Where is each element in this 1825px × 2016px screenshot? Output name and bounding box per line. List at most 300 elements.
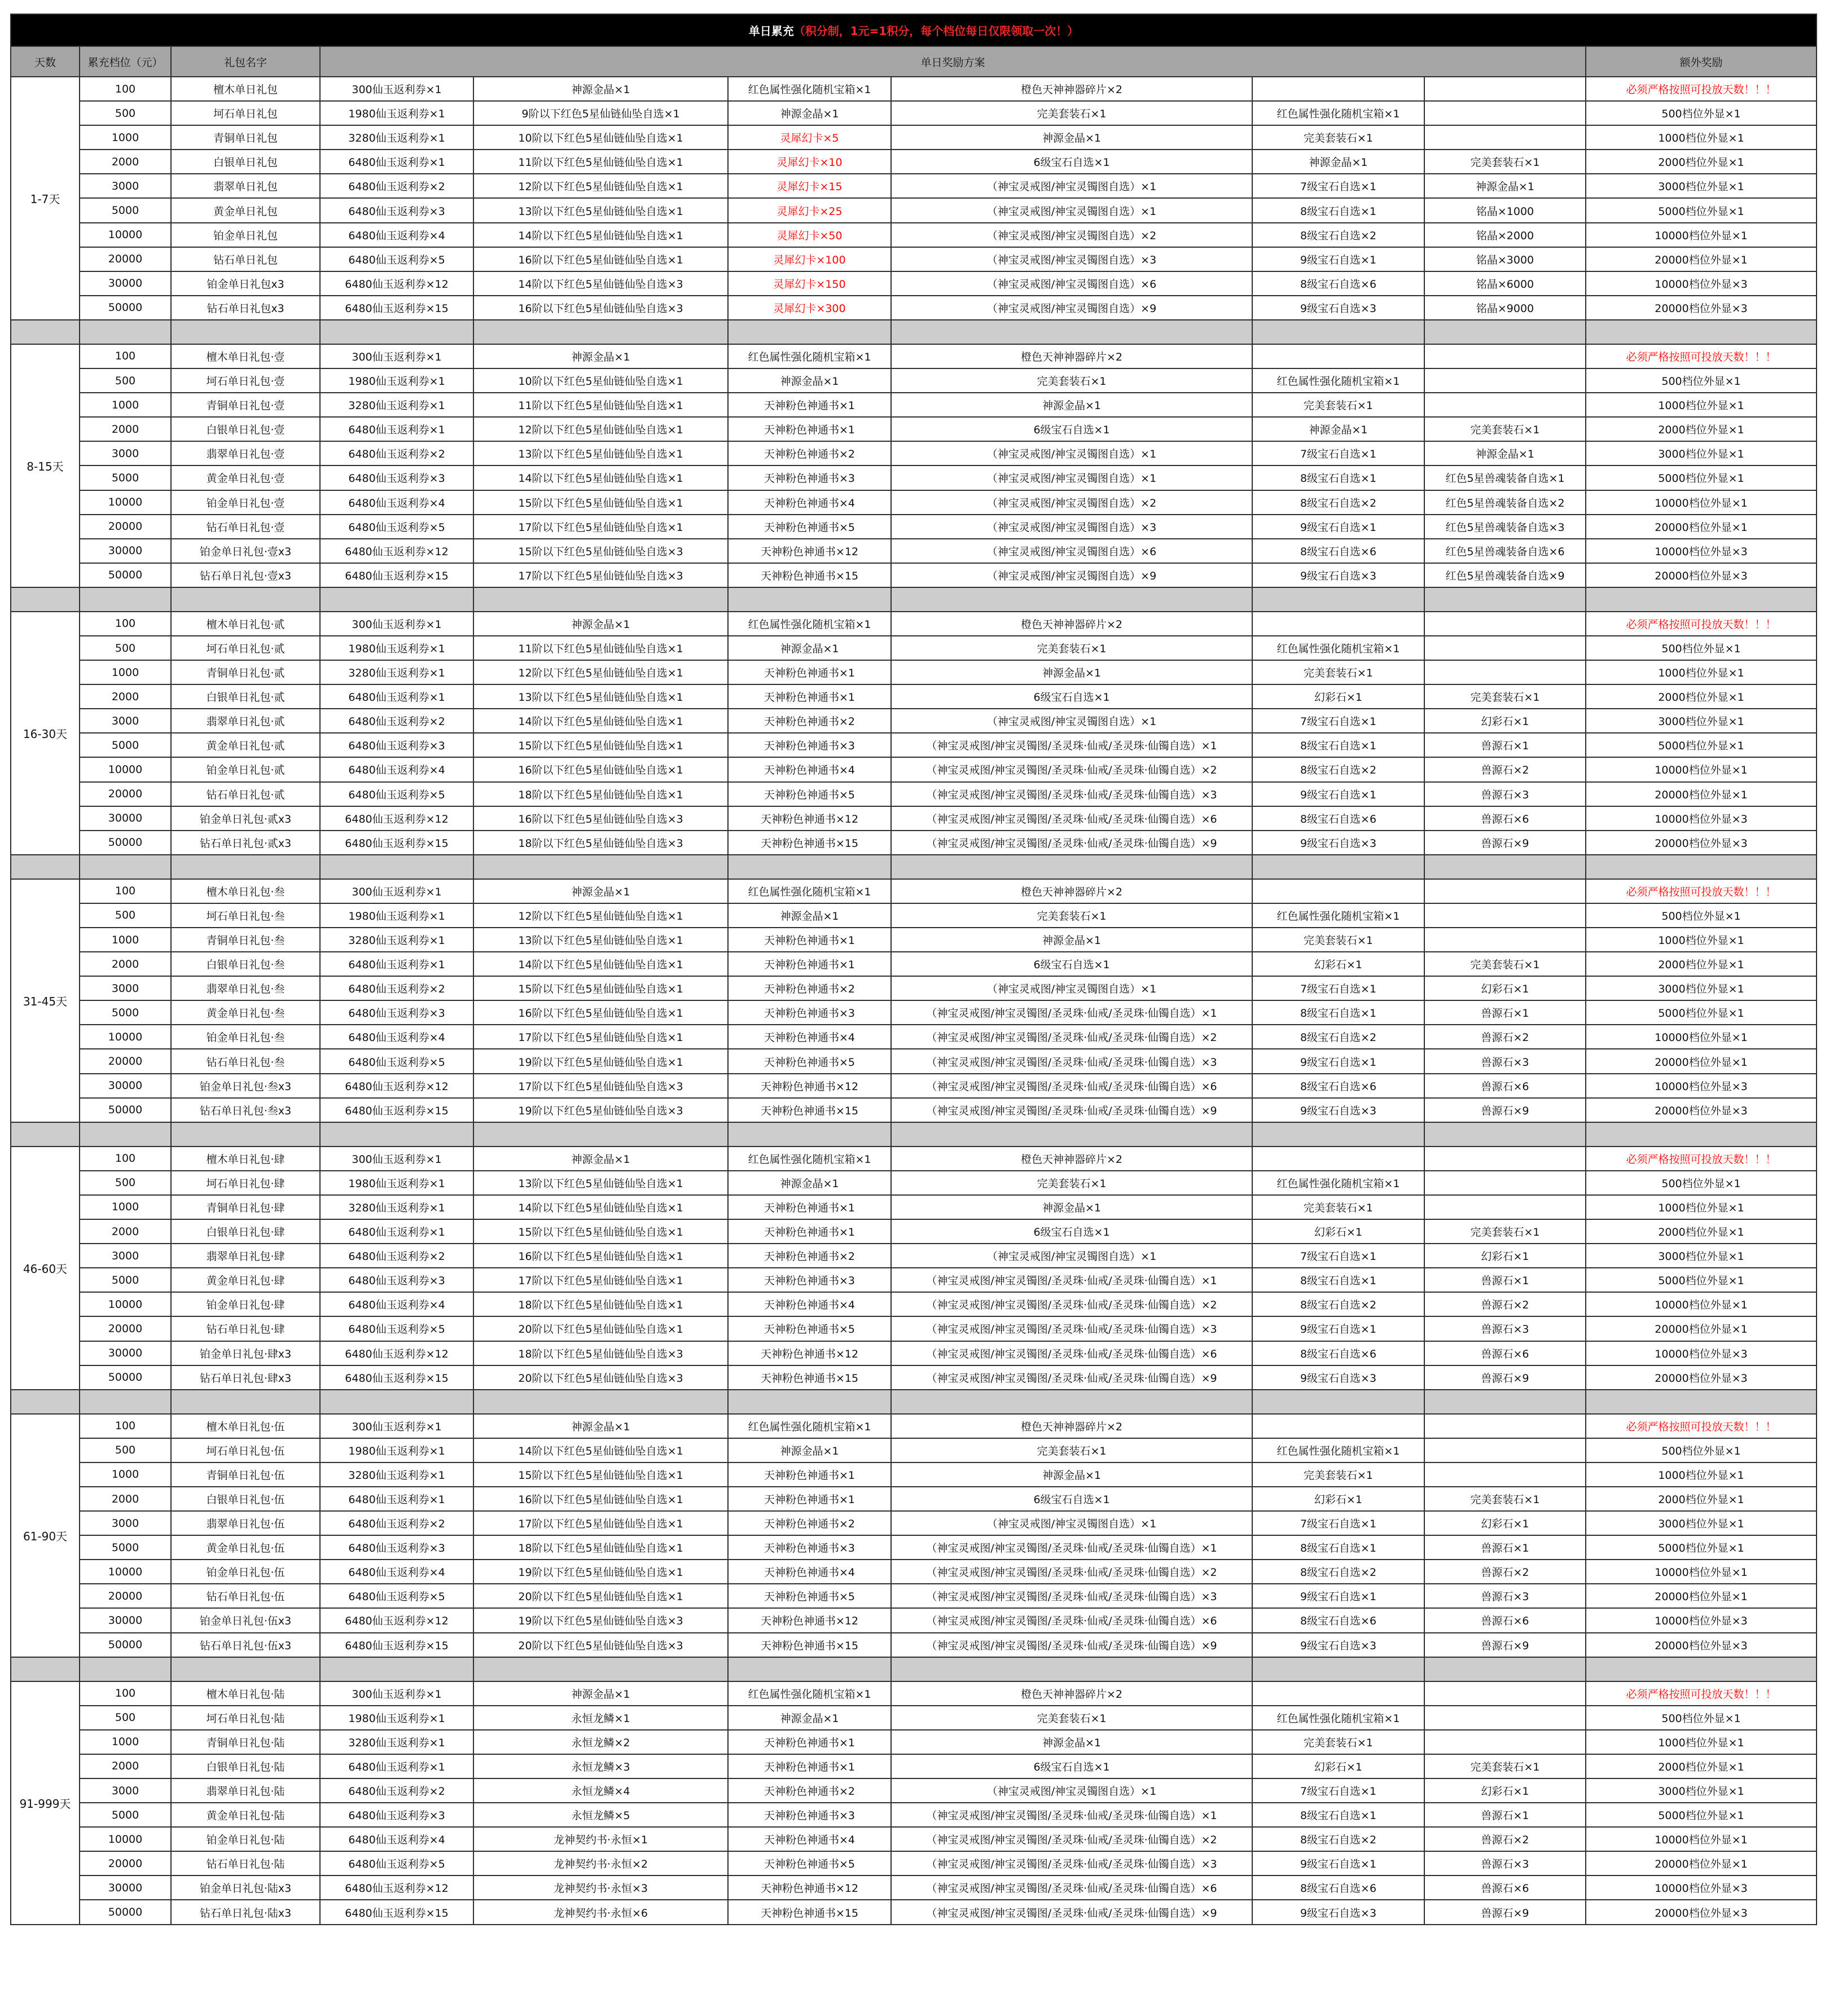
gift-name-cell: 白银单日礼包·叁 xyxy=(171,952,320,976)
reward-cell: 铭晶×1000 xyxy=(1424,198,1586,222)
reward-cell: 神源金晶×1 xyxy=(891,1195,1252,1219)
gift-name-cell: 翡翠单日礼包·贰 xyxy=(171,709,320,733)
table-row xyxy=(11,1316,1817,1341)
reward-cell: 天神粉色神通书×2 xyxy=(728,1778,891,1803)
reward-cell: 天神粉色神通书×5 xyxy=(728,1316,891,1341)
extra-reward-cell: 1000档位外显×1 xyxy=(1586,928,1817,952)
reward-cell: 神源金晶×1 xyxy=(728,368,891,393)
extra-reward-cell: 10000档位外显×1 xyxy=(1586,490,1817,515)
table-row xyxy=(11,198,1817,222)
tier-cell: 3000 xyxy=(80,1244,171,1268)
extra-reward-cell: 500档位外显×1 xyxy=(1586,636,1817,660)
extra-reward-cell: 10000档位外显×1 xyxy=(1586,223,1817,247)
reward-cell: 铭晶×2000 xyxy=(1424,223,1586,247)
extra-reward-cell: 20000档位外显×3 xyxy=(1586,1900,1817,1924)
gift-name-cell: 铂金单日礼包·陆x3 xyxy=(171,1876,320,1900)
reward-cell: 8级宝石自选×2 xyxy=(1252,1292,1424,1316)
reward-cell: 6480仙玉返利券×15 xyxy=(320,831,473,855)
reward-cell xyxy=(1252,1147,1424,1171)
reward-cell: （神宝灵戒图/神宝灵镯图/圣灵珠·仙戒/圣灵珠·仙镯自选）×3 xyxy=(891,782,1252,806)
table-row xyxy=(11,1778,1817,1803)
reward-cell: 兽源石×2 xyxy=(1424,1292,1586,1316)
reward-cell: （神宝灵戒图/神宝灵镯图/圣灵珠·仙戒/圣灵珠·仙镯自选）×2 xyxy=(891,1025,1252,1049)
reward-cell: 完美套装石×1 xyxy=(1252,1730,1424,1754)
separator-cell xyxy=(473,1657,728,1681)
extra-reward-cell: 20000档位外显×1 xyxy=(1586,1049,1817,1073)
extra-reward-cell: 2000档位外显×1 xyxy=(1586,150,1817,174)
tier-cell: 3000 xyxy=(80,976,171,1000)
reward-cell: （神宝灵戒图/神宝灵镯图/圣灵珠·仙戒/圣灵珠·仙镯自选）×2 xyxy=(891,1292,1252,1316)
separator-cell xyxy=(80,1657,171,1681)
reward-cell: 6480仙玉返利券×12 xyxy=(320,1074,473,1098)
reward-cell xyxy=(1424,344,1586,368)
separator-cell xyxy=(1252,587,1424,612)
reward-cell: 神源金晶×1 xyxy=(1424,174,1586,198)
separator-cell xyxy=(473,1390,728,1414)
reward-cell: 6480仙玉返利券×4 xyxy=(320,223,473,247)
reward-cell: 神源金晶×1 xyxy=(473,1681,728,1706)
reward-cell: 天神粉色神通书×15 xyxy=(728,1900,891,1924)
reward-cell: 兽源石×1 xyxy=(1424,1268,1586,1292)
reward-cell: 14阶以下红色5星仙链仙坠自选×1 xyxy=(473,1195,728,1219)
reward-cell: 红色属性强化随机宝箱×1 xyxy=(1252,903,1424,928)
reward-cell xyxy=(1424,928,1586,952)
reward-cell: （神宝灵戒图/神宝灵镯图自选）×6 xyxy=(891,539,1252,563)
reward-cell: 天神粉色神通书×3 xyxy=(728,465,891,490)
gift-name-cell: 坷石单日礼包·贰 xyxy=(171,636,320,660)
reward-cell: 16阶以下红色5星仙链仙坠自选×1 xyxy=(473,1244,728,1268)
gift-name-cell: 檀木单日礼包·陆 xyxy=(171,1681,320,1706)
table-row xyxy=(11,1511,1817,1535)
reward-cell: 6级宝石自选×1 xyxy=(891,1487,1252,1511)
separator-cell xyxy=(1252,1390,1424,1414)
reward-cell: 红色属性强化随机宝箱×1 xyxy=(1252,1438,1424,1462)
reward-cell: （神宝灵戒图/神宝灵镯图/圣灵珠·仙戒/圣灵珠·仙镯自选）×9 xyxy=(891,1633,1252,1657)
reward-cell xyxy=(1252,612,1424,636)
extra-reward-cell: 5000档位外显×1 xyxy=(1586,1268,1817,1292)
reward-cell: 永恒龙鳞×1 xyxy=(473,1706,728,1730)
separator-cell xyxy=(728,1122,891,1147)
extra-reward-cell: 20000档位外显×1 xyxy=(1586,515,1817,539)
reward-cell: 幻彩石×1 xyxy=(1252,684,1424,709)
gift-name-cell: 翡翠单日礼包·叁 xyxy=(171,976,320,1000)
reward-cell: 6480仙玉返利券×5 xyxy=(320,782,473,806)
reward-cell: （神宝灵戒图/神宝灵镯图自选）×1 xyxy=(891,174,1252,198)
tier-cell: 2000 xyxy=(80,150,171,174)
table-row xyxy=(11,1074,1817,1098)
gift-name-cell: 铂金单日礼包·伍 xyxy=(171,1560,320,1584)
extra-reward-cell: 1000档位外显×1 xyxy=(1586,393,1817,417)
gift-name-cell: 黄金单日礼包 xyxy=(171,198,320,222)
reward-cell: 8级宝石自选×1 xyxy=(1252,198,1424,222)
reward-cell: 13阶以下红色5星仙链仙坠自选×1 xyxy=(473,684,728,709)
reward-cell: 完美套装石×1 xyxy=(1424,952,1586,976)
reward-cell: 6480仙玉返利券×1 xyxy=(320,1219,473,1244)
reward-cell: 17阶以下红色5星仙链仙坠自选×3 xyxy=(473,563,728,587)
reward-cell: 幻彩石×1 xyxy=(1252,1219,1424,1244)
tier-cell: 2000 xyxy=(80,1754,171,1778)
reward-cell: 6480仙玉返利券×2 xyxy=(320,1244,473,1268)
reward-cell: 9级宝石自选×1 xyxy=(1252,1316,1424,1341)
table-row xyxy=(11,952,1817,976)
reward-cell: 神源金晶×1 xyxy=(891,125,1252,150)
reward-cell: 14阶以下红色5星仙链仙坠自选×1 xyxy=(473,1438,728,1462)
reward-cell: 9级宝石自选×1 xyxy=(1252,247,1424,271)
gift-name-cell: 翡翠单日礼包·肆 xyxy=(171,1244,320,1268)
reward-cell: 6480仙玉返利券×15 xyxy=(320,1900,473,1924)
reward-cell xyxy=(1252,879,1424,903)
reward-cell: 红色属性强化随机宝箱×1 xyxy=(728,1681,891,1706)
extra-reward-cell: 2000档位外显×1 xyxy=(1586,684,1817,709)
reward-cell: 3280仙玉返利券×1 xyxy=(320,125,473,150)
extra-reward-cell: 3000档位外显×1 xyxy=(1586,174,1817,198)
reward-cell xyxy=(1424,903,1586,928)
reward-cell xyxy=(1424,612,1586,636)
reward-cell: 7级宝石自选×1 xyxy=(1252,1244,1424,1268)
reward-cell: 天神粉色神通书×1 xyxy=(728,928,891,952)
extra-reward-cell: 20000档位外显×3 xyxy=(1586,1365,1817,1390)
reward-cell xyxy=(1424,879,1586,903)
table-row xyxy=(11,928,1817,952)
reward-cell: （神宝灵戒图/神宝灵镯图/圣灵珠·仙戒/圣灵珠·仙镯自选）×9 xyxy=(891,831,1252,855)
tier-cell: 1000 xyxy=(80,660,171,684)
tier-cell: 30000 xyxy=(80,806,171,831)
table-row xyxy=(11,612,1817,636)
table-row xyxy=(11,1244,1817,1268)
tier-cell: 20000 xyxy=(80,1316,171,1341)
table-row xyxy=(11,1438,1817,1462)
separator-cell xyxy=(11,1657,80,1681)
extra-reward-cell: 10000档位外显×3 xyxy=(1586,1608,1817,1632)
group-separator xyxy=(11,320,1817,344)
gift-name-cell: 黄金单日礼包·贰 xyxy=(171,733,320,757)
extra-reward-cell: 3000档位外显×1 xyxy=(1586,709,1817,733)
reward-cell: 7级宝石自选×1 xyxy=(1252,1778,1424,1803)
table-row xyxy=(11,1171,1817,1195)
gift-name-cell: 钻石单日礼包 xyxy=(171,247,320,271)
reward-cell: 20阶以下红色5星仙链仙坠自选×3 xyxy=(473,1633,728,1657)
reward-cell: 橙色天神神器碎片×2 xyxy=(891,612,1252,636)
reward-cell: 3280仙玉返利券×1 xyxy=(320,928,473,952)
reward-cell: 15阶以下红色5星仙链仙坠自选×1 xyxy=(473,976,728,1000)
header-gift: 礼包名字 xyxy=(171,46,320,77)
reward-cell: 天神粉色神通书×2 xyxy=(728,976,891,1000)
separator-cell xyxy=(1586,320,1817,344)
reward-cell: （神宝灵戒图/神宝灵镯图自选）×3 xyxy=(891,515,1252,539)
reward-cell: 兽源石×6 xyxy=(1424,806,1586,831)
reward-cell: 6级宝石自选×1 xyxy=(891,150,1252,174)
extra-reward-cell: 3000档位外显×1 xyxy=(1586,1511,1817,1535)
reward-cell: 天神粉色神通书×3 xyxy=(728,1268,891,1292)
header-tier: 累充档位（元） xyxy=(80,46,171,77)
reward-cell: 3280仙玉返利券×1 xyxy=(320,660,473,684)
reward-cell: 15阶以下红色5星仙链仙坠自选×1 xyxy=(473,733,728,757)
reward-cell: 兽源石×6 xyxy=(1424,1074,1586,1098)
reward-cell: 天神粉色神通书×5 xyxy=(728,1049,891,1073)
day-range: 31-45天 xyxy=(11,879,80,1122)
table-row xyxy=(11,539,1817,563)
gift-name-cell: 钻石单日礼包·叁x3 xyxy=(171,1098,320,1122)
reward-cell: 完美套装石×1 xyxy=(891,101,1252,125)
reward-cell: 红色属性强化随机宝箱×1 xyxy=(728,879,891,903)
gift-name-cell: 檀木单日礼包·贰 xyxy=(171,612,320,636)
reward-cell: 6480仙玉返利券×3 xyxy=(320,733,473,757)
reward-cell: 神源金晶×1 xyxy=(728,903,891,928)
extra-reward-cell: 500档位外显×1 xyxy=(1586,368,1817,393)
extra-reward-cell: 3000档位外显×1 xyxy=(1586,441,1817,465)
reward-cell: 17阶以下红色5星仙链仙坠自选×1 xyxy=(473,1025,728,1049)
reward-cell: 15阶以下红色5星仙链仙坠自选×3 xyxy=(473,539,728,563)
reward-cell: 18阶以下红色5星仙链仙坠自选×3 xyxy=(473,831,728,855)
tier-cell: 10000 xyxy=(80,1827,171,1851)
reward-cell: 兽源石×1 xyxy=(1424,1803,1586,1827)
reward-cell: 6480仙玉返利券×3 xyxy=(320,1803,473,1827)
tier-cell: 20000 xyxy=(80,1851,171,1876)
reward-cell xyxy=(1424,636,1586,660)
tier-cell: 500 xyxy=(80,1706,171,1730)
table-row xyxy=(11,1584,1817,1608)
reward-cell: 7级宝石自选×1 xyxy=(1252,709,1424,733)
reward-cell: 1980仙玉返利券×1 xyxy=(320,1438,473,1462)
reward-cell: 天神粉色神通书×1 xyxy=(728,1219,891,1244)
table-row xyxy=(11,1560,1817,1584)
reward-cell: 天神粉色神通书×2 xyxy=(728,709,891,733)
separator-cell xyxy=(11,1390,80,1414)
gift-name-cell: 铂金单日礼包 xyxy=(171,223,320,247)
title-note: （积分制，1元=1积分，每个档位每日仅限领取一次！） xyxy=(793,24,1079,38)
reward-cell: 9级宝石自选×1 xyxy=(1252,1851,1424,1876)
reward-cell: 完美套装石×1 xyxy=(1424,1754,1586,1778)
reward-cell: 完美套装石×1 xyxy=(891,1171,1252,1195)
reward-cell: 6480仙玉返利券×15 xyxy=(320,1633,473,1657)
reward-cell: 幻彩石×1 xyxy=(1424,1778,1586,1803)
reward-cell: 红色属性强化随机宝箱×1 xyxy=(728,77,891,101)
reward-cell: （神宝灵戒图/神宝灵镯图/圣灵珠·仙戒/圣灵珠·仙镯自选）×6 xyxy=(891,1074,1252,1098)
reward-cell: 天神粉色神通书×15 xyxy=(728,1365,891,1390)
extra-reward-cell: 1000档位外显×1 xyxy=(1586,660,1817,684)
gift-name-cell: 钻石单日礼包·贰 xyxy=(171,782,320,806)
reward-cell: 红色属性强化随机宝箱×1 xyxy=(728,612,891,636)
tier-cell: 50000 xyxy=(80,296,171,320)
gift-name-cell: 翡翠单日礼包·伍 xyxy=(171,1511,320,1535)
reward-cell: 幻彩石×1 xyxy=(1252,952,1424,976)
reward-cell: 铭晶×3000 xyxy=(1424,247,1586,271)
reward-cell: 8级宝石自选×1 xyxy=(1252,465,1424,490)
gift-name-cell: 铂金单日礼包·叁x3 xyxy=(171,1074,320,1098)
reward-cell: 3280仙玉返利券×1 xyxy=(320,1462,473,1487)
extra-reward-cell: 5000档位外显×1 xyxy=(1586,198,1817,222)
extra-reward-cell: 2000档位外显×1 xyxy=(1586,952,1817,976)
gift-name-cell: 檀木单日礼包·伍 xyxy=(171,1414,320,1438)
reward-cell: 9级宝石自选×1 xyxy=(1252,1049,1424,1073)
separator-cell xyxy=(1586,1122,1817,1147)
group-separator xyxy=(11,1657,1817,1681)
table-row xyxy=(11,1803,1817,1827)
reward-cell: 6480仙玉返利券×3 xyxy=(320,1268,473,1292)
reward-cell: 神源金晶×1 xyxy=(891,928,1252,952)
reward-cell: 完美套装石×1 xyxy=(1424,684,1586,709)
extra-reward-cell: 10000档位外显×1 xyxy=(1586,1827,1817,1851)
extra-reward-cell: 10000档位外显×1 xyxy=(1586,1560,1817,1584)
tier-cell: 5000 xyxy=(80,198,171,222)
reward-cell: 9级宝石自选×3 xyxy=(1252,1900,1424,1924)
table-row xyxy=(11,1049,1817,1073)
reward-cell: 兽源石×3 xyxy=(1424,782,1586,806)
tier-cell: 500 xyxy=(80,101,171,125)
reward-cell: （神宝灵戒图/神宝灵镯图/圣灵珠·仙戒/圣灵珠·仙镯自选）×2 xyxy=(891,757,1252,781)
reward-cell: 完美套装石×1 xyxy=(891,903,1252,928)
reward-cell: 6480仙玉返利券×1 xyxy=(320,684,473,709)
gift-name-cell: 铂金单日礼包·伍x3 xyxy=(171,1608,320,1632)
reward-cell: 6480仙玉返利券×4 xyxy=(320,1025,473,1049)
reward-cell: 红色5星兽魂装备自选×1 xyxy=(1424,465,1586,490)
reward-cell: （神宝灵戒图/神宝灵镯图/圣灵珠·仙戒/圣灵珠·仙镯自选）×9 xyxy=(891,1098,1252,1122)
reward-cell: 神源金晶×1 xyxy=(891,660,1252,684)
title-main: 单日累充 xyxy=(748,24,794,38)
gift-name-cell: 白银单日礼包·壹 xyxy=(171,417,320,441)
reward-cell: 6480仙玉返利券×2 xyxy=(320,976,473,1000)
reward-cell: 幻彩石×1 xyxy=(1252,1754,1424,1778)
reward-cell: 6480仙玉返利券×15 xyxy=(320,1365,473,1390)
extra-reward-cell: 10000档位外显×1 xyxy=(1586,757,1817,781)
reward-cell: 9级宝石自选×3 xyxy=(1252,563,1424,587)
reward-cell: 红色属性强化随机宝箱×1 xyxy=(728,1147,891,1171)
reward-cell xyxy=(1252,77,1424,101)
reward-cell: 13阶以下红色5星仙链仙坠自选×1 xyxy=(473,441,728,465)
group-separator xyxy=(11,1122,1817,1147)
table-row xyxy=(11,1098,1817,1122)
separator-cell xyxy=(320,1122,473,1147)
reward-cell: 6480仙玉返利券×5 xyxy=(320,515,473,539)
gift-name-cell: 黄金单日礼包·陆 xyxy=(171,1803,320,1827)
reward-cell: （神宝灵戒图/神宝灵镯图/圣灵珠·仙戒/圣灵珠·仙镯自选）×3 xyxy=(891,1851,1252,1876)
extra-reward-cell: 2000档位外显×1 xyxy=(1586,417,1817,441)
reward-cell: （神宝灵戒图/神宝灵镯图/圣灵珠·仙戒/圣灵珠·仙镯自选）×6 xyxy=(891,1876,1252,1900)
tier-cell: 20000 xyxy=(80,1584,171,1608)
reward-cell: 铭晶×9000 xyxy=(1424,296,1586,320)
extra-reward-cell: 5000档位外显×1 xyxy=(1586,733,1817,757)
reward-cell: 9级宝石自选×1 xyxy=(1252,782,1424,806)
extra-reward-cell: 1000档位外显×1 xyxy=(1586,1462,1817,1487)
gift-name-cell: 青铜单日礼包·陆 xyxy=(171,1730,320,1754)
reward-cell: 完美套装石×1 xyxy=(1424,1487,1586,1511)
reward-cell: 8级宝石自选×6 xyxy=(1252,806,1424,831)
separator-cell xyxy=(320,855,473,879)
reward-cell: 天神粉色神通书×5 xyxy=(728,1584,891,1608)
reward-cell: （神宝灵戒图/神宝灵镯图/圣灵珠·仙戒/圣灵珠·仙镯自选）×1 xyxy=(891,733,1252,757)
extra-reward-cell: 必须严格按照可投放天数！！！ xyxy=(1586,612,1817,636)
reward-cell: 16阶以下红色5星仙链仙坠自选×1 xyxy=(473,1487,728,1511)
table-row xyxy=(11,1268,1817,1292)
reward-cell: 灵犀幻卡×300 xyxy=(728,296,891,320)
tier-cell: 30000 xyxy=(80,539,171,563)
day-range: 91-999天 xyxy=(11,1681,80,1925)
reward-cell: 龙神契约书·永恒×1 xyxy=(473,1827,728,1851)
separator-cell xyxy=(11,1122,80,1147)
tier-cell: 1000 xyxy=(80,125,171,150)
reward-cell: 12阶以下红色5星仙链仙坠自选×1 xyxy=(473,903,728,928)
reward-cell: 6480仙玉返利券×2 xyxy=(320,174,473,198)
reward-cell: 天神粉色神通书×1 xyxy=(728,417,891,441)
table-row xyxy=(11,1827,1817,1851)
table-row xyxy=(11,77,1817,101)
reward-cell: 完美套装石×1 xyxy=(1424,150,1586,174)
table-row xyxy=(11,1462,1817,1487)
extra-reward-cell: 必须严格按照可投放天数！！！ xyxy=(1586,1147,1817,1171)
tier-cell: 2000 xyxy=(80,684,171,709)
reward-cell: 17阶以下红色5星仙链仙坠自选×3 xyxy=(473,1074,728,1098)
table-row xyxy=(11,709,1817,733)
reward-cell: 红色属性强化随机宝箱×1 xyxy=(728,344,891,368)
table-row xyxy=(11,1195,1817,1219)
reward-cell: 14阶以下红色5星仙链仙坠自选×1 xyxy=(473,465,728,490)
reward-cell: （神宝灵戒图/神宝灵镯图/圣灵珠·仙戒/圣灵珠·仙镯自选）×3 xyxy=(891,1584,1252,1608)
reward-cell: 灵犀幻卡×15 xyxy=(728,174,891,198)
reward-cell: 17阶以下红色5星仙链仙坠自选×1 xyxy=(473,515,728,539)
reward-cell: 完美套装石×1 xyxy=(891,368,1252,393)
reward-cell: 兽源石×2 xyxy=(1424,1560,1586,1584)
reward-cell: 永恒龙鳞×4 xyxy=(473,1778,728,1803)
reward-cell: 6级宝石自选×1 xyxy=(891,417,1252,441)
reward-cell: 6480仙玉返利券×12 xyxy=(320,1608,473,1632)
extra-reward-cell: 20000档位外显×1 xyxy=(1586,1316,1817,1341)
reward-cell: 11阶以下红色5星仙链仙坠自选×1 xyxy=(473,393,728,417)
reward-cell: 7级宝石自选×1 xyxy=(1252,976,1424,1000)
reward-cell: 红色属性强化随机宝箱×1 xyxy=(1252,1706,1424,1730)
tier-cell: 30000 xyxy=(80,1876,171,1900)
table-row xyxy=(11,733,1817,757)
separator-cell xyxy=(728,855,891,879)
reward-cell: 兽源石×1 xyxy=(1424,1000,1586,1025)
reward-cell: 6480仙玉返利券×15 xyxy=(320,563,473,587)
reward-cell: 6级宝石自选×1 xyxy=(891,952,1252,976)
extra-reward-cell: 2000档位外显×1 xyxy=(1586,1487,1817,1511)
tier-cell: 2000 xyxy=(80,952,171,976)
table-row xyxy=(11,831,1817,855)
table-row xyxy=(11,125,1817,150)
table-row xyxy=(11,1000,1817,1025)
separator-cell xyxy=(1586,1390,1817,1414)
separator-cell xyxy=(1424,1657,1586,1681)
tier-cell: 10000 xyxy=(80,1292,171,1316)
reward-cell: 神源金晶×1 xyxy=(891,1730,1252,1754)
reward-cell: 神源金晶×1 xyxy=(728,1438,891,1462)
reward-cell: 8级宝石自选×6 xyxy=(1252,1608,1424,1632)
extra-reward-cell: 1000档位外显×1 xyxy=(1586,125,1817,150)
tier-cell: 1000 xyxy=(80,1730,171,1754)
reward-cell: 橙色天神神器碎片×2 xyxy=(891,77,1252,101)
extra-reward-cell: 20000档位外显×3 xyxy=(1586,831,1817,855)
tier-cell: 3000 xyxy=(80,709,171,733)
gift-name-cell: 钻石单日礼包·伍x3 xyxy=(171,1633,320,1657)
reward-cell: 天神粉色神通书×2 xyxy=(728,1244,891,1268)
separator-cell xyxy=(1424,1390,1586,1414)
separator-cell xyxy=(11,855,80,879)
separator-cell xyxy=(891,1122,1252,1147)
extra-reward-cell: 3000档位外显×1 xyxy=(1586,1244,1817,1268)
tier-cell: 100 xyxy=(80,77,171,101)
day-range: 61-90天 xyxy=(11,1414,80,1657)
reward-cell: 永恒龙鳞×5 xyxy=(473,1803,728,1827)
extra-reward-cell: 10000档位外显×3 xyxy=(1586,1876,1817,1900)
extra-reward-cell: 10000档位外显×3 xyxy=(1586,1341,1817,1365)
table-row xyxy=(11,174,1817,198)
separator-cell xyxy=(473,1122,728,1147)
reward-cell: 兽源石×9 xyxy=(1424,831,1586,855)
separator-cell xyxy=(171,587,320,612)
extra-reward-cell: 500档位外显×1 xyxy=(1586,903,1817,928)
separator-cell xyxy=(80,1122,171,1147)
